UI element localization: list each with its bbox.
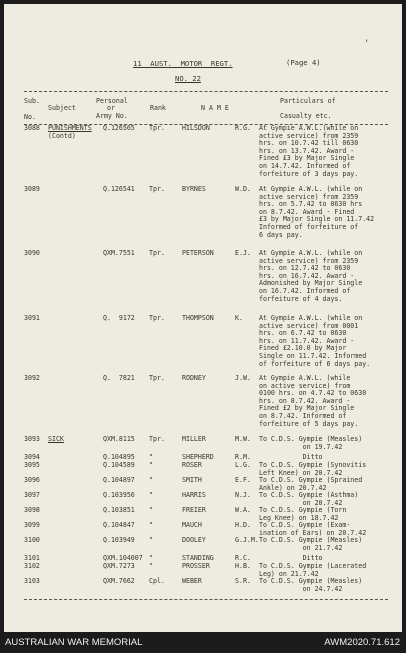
surname: SMITH xyxy=(182,476,202,484)
entry-number: 3088 xyxy=(24,124,40,132)
army-number: QXM.7551 xyxy=(103,249,135,257)
particulars-line: forfeiture of 5 days pay. xyxy=(259,419,359,428)
particulars-line: Ankle) on 20.7.42 xyxy=(259,483,327,492)
particulars-line: forfeiture of 3 days pay. xyxy=(259,169,359,178)
particulars-line: active service) from 2359 xyxy=(259,131,359,140)
closing-rule xyxy=(24,599,388,600)
rank: " xyxy=(149,453,153,461)
rank: " xyxy=(149,554,153,562)
rank: Tpr. xyxy=(149,435,165,443)
archive-footer xyxy=(0,632,406,653)
particulars-line: forfeiture of 4 days. xyxy=(259,294,343,303)
particulars-line: hrs. on 10.7.42 till 0630 xyxy=(259,139,359,148)
surname: WEBER xyxy=(182,577,202,585)
rank: " xyxy=(149,491,153,499)
particulars-line: At Gympie A.W.L.(while on xyxy=(259,124,359,132)
col-subject: Subject xyxy=(48,104,76,112)
particulars-line: of forfeiture of 6 days pay. xyxy=(259,359,371,368)
entry-number: 3090 xyxy=(24,249,40,257)
particulars-line: At Gympie A.W.L. (while on xyxy=(259,314,363,322)
entry-subject-note: (Contd) xyxy=(48,131,76,140)
army-number: QXM.104007 xyxy=(103,554,143,562)
entry-number: 3098 xyxy=(24,506,40,514)
order-number: NO. 22 xyxy=(175,74,201,83)
army-number: Q.103851 xyxy=(103,506,135,514)
particulars-line: Ditto xyxy=(259,554,323,562)
rank: Tpr. xyxy=(149,185,165,193)
entry-number: 3089 xyxy=(24,185,40,193)
rank: Tpr. xyxy=(149,249,165,257)
particulars-line: hrs. on 11.7.42. Award - xyxy=(259,336,355,345)
surname: ROSER xyxy=(182,461,202,469)
particulars-line: £3 by Major Single on 11.7.42 xyxy=(259,215,375,224)
particulars-line: Leg) on 21.7.42 xyxy=(259,569,319,578)
footer-institution: AUSTRALIAN WAR MEMORIAL xyxy=(5,637,143,648)
col-or: or xyxy=(107,104,115,112)
entry-number: 3091 xyxy=(24,314,40,322)
rank: " xyxy=(149,461,153,469)
particulars-line: hrs. on 6.7.42 to 0630 xyxy=(259,329,347,338)
col-name: N A M E xyxy=(201,104,229,112)
surname: STANDING xyxy=(182,554,214,562)
rank: Tpr. xyxy=(149,314,165,322)
particulars-line: on 8.7.42. Award - Fined xyxy=(259,207,355,216)
entry-number: 3094 xyxy=(24,453,40,461)
entry-number: 3100 xyxy=(24,536,40,544)
entry-subject: PUNISHMENTS xyxy=(48,124,92,132)
initials: K. xyxy=(235,314,243,322)
rank: " xyxy=(149,476,153,484)
particulars-line: At Gympie A.W.L. (while on xyxy=(259,249,363,257)
rank: Cpl. xyxy=(149,577,165,585)
particulars-line: active service) from 2359 xyxy=(259,192,359,201)
particulars-line: To C.D.S. Gympie (Torn xyxy=(259,506,347,514)
rank: " xyxy=(149,536,153,544)
entry-number: 3096 xyxy=(24,476,40,484)
initials: R.M. xyxy=(235,453,251,461)
initials: L.G. xyxy=(235,461,251,469)
rank: " xyxy=(149,506,153,514)
particulars-line: on 16.7.42. Informed of xyxy=(259,287,351,295)
particulars-line: on 24.7.42 xyxy=(259,584,343,593)
particulars-line: Single on 11.7.42. Informed xyxy=(259,352,367,360)
initials: W.A. xyxy=(235,506,251,514)
entry-number: 3095 xyxy=(24,461,40,469)
col-casualty: Casualty etc. xyxy=(280,112,332,120)
army-number: Q. 9172 xyxy=(103,314,135,322)
particulars-line: on 21.7.42 xyxy=(259,543,343,552)
unit-title: 11 AUST. MOTOR REGT. xyxy=(133,59,233,68)
army-number: QXM.7273 xyxy=(103,562,135,570)
initials: N.J. xyxy=(235,491,251,499)
surname: BYRNES xyxy=(182,185,206,193)
particulars-line: Ditto xyxy=(259,453,323,461)
particulars-line: Leg Knee) on 18.7.42 xyxy=(259,513,339,522)
particulars-line: ination of Ears) on 20.7.42 xyxy=(259,528,367,537)
surname: THOMPSON xyxy=(182,314,214,322)
col-sub: Sub. xyxy=(24,97,40,105)
col-personal: Personal xyxy=(96,97,128,105)
entry-number: 3092 xyxy=(24,374,40,382)
particulars-line: on 8.7.42. Informed of xyxy=(259,412,347,420)
particulars-line: To C.D.S. Gympie (Asthma) xyxy=(259,491,359,499)
rank: " xyxy=(149,562,153,570)
army-number: Q.103956 xyxy=(103,491,135,499)
army-number: Q.104897 xyxy=(103,476,135,484)
initials: H.D. xyxy=(235,521,251,529)
initials: G.J.M. xyxy=(235,536,259,544)
particulars-line: Admonished by Major Single xyxy=(259,279,363,288)
particulars-line: To C.D.S. Gympie (Sprained xyxy=(259,476,363,484)
footer-reference: AWM2020.71.612 xyxy=(324,637,400,648)
rank: Tpr. xyxy=(149,124,165,132)
particulars-line: To C.D.S. Gympie (Synovitis xyxy=(259,461,367,469)
particulars-line: hrs. on 8.7.42. Award - xyxy=(259,396,351,405)
army-number: Q.126541 xyxy=(103,185,135,193)
army-number: Q.104847 xyxy=(103,521,135,529)
surname: PETERSON xyxy=(182,249,214,257)
surname: FREIER xyxy=(182,506,206,514)
col-army-no: Army No. xyxy=(96,112,128,120)
particulars-line: on active service) from xyxy=(259,381,351,390)
header-rule-top xyxy=(24,91,388,92)
particulars-line: To C.D.S. Gympie (Lacerated xyxy=(259,562,367,570)
particulars-line: on 14.7.42. Informed of xyxy=(259,162,351,170)
army-number: QXM.8115 xyxy=(103,435,135,443)
particulars-line: active service) from 2359 xyxy=(259,256,359,265)
particulars-line: Fined £2.10.0 by Major xyxy=(259,344,347,353)
entry-number: 3097 xyxy=(24,491,40,499)
initials: J.W. xyxy=(235,374,251,382)
page-number: (Page 4) xyxy=(286,58,321,67)
surname: SHEPHERD xyxy=(182,453,214,461)
entry-number: 3099 xyxy=(24,521,40,529)
entry-number: 3102 xyxy=(24,562,40,570)
surname: MAUCH xyxy=(182,521,202,529)
particulars-line: hrs. on 5.7.42 to 0630 hrs xyxy=(259,200,363,209)
document-page xyxy=(4,4,402,632)
col-particulars: Particulars of xyxy=(280,97,336,105)
entry-subject: SICK xyxy=(48,435,64,443)
particulars-line: To C.D.S. Gympie (Measles) xyxy=(259,536,363,544)
army-number: Q.104895 xyxy=(103,453,135,461)
surname: DOOLEY xyxy=(182,536,206,544)
col-no: No. xyxy=(24,113,36,121)
particulars-line: To C.D.S. Gympie (Measles) xyxy=(259,577,363,585)
initials: W.D. xyxy=(235,185,251,193)
particulars-line: 6 days pay. xyxy=(259,230,303,239)
entry-number: 3093 xyxy=(24,435,40,443)
particulars-line: Fined £2 by Major Single xyxy=(259,404,355,413)
surname: RODNEY xyxy=(182,374,206,382)
initials: H.B. xyxy=(235,562,251,570)
surname: HARRIS xyxy=(182,491,206,499)
particulars-line: Informed of forfeiture of xyxy=(259,223,359,231)
col-rank: Rank xyxy=(150,104,166,112)
particulars-line: active service) from 0001 xyxy=(259,321,359,330)
particulars-line: hrs. on 16.7.42. Award - xyxy=(259,271,355,280)
entry-number: 3101 xyxy=(24,554,40,562)
rank: " xyxy=(149,521,153,529)
initials: R.C. xyxy=(235,554,251,562)
rank: Tpr. xyxy=(149,374,165,382)
initials: S.R. xyxy=(235,577,251,585)
particulars-line: To C.D.S. Gympie (Measles) xyxy=(259,435,363,443)
corner-mark: ' xyxy=(364,39,370,49)
particulars-line: At Gympie A.W.L. (while xyxy=(259,374,351,382)
initials: M.W. xyxy=(235,435,251,443)
initials: E.J. xyxy=(235,249,251,257)
particulars-line: hrs. on 13.7.42. Award - xyxy=(259,146,355,155)
initials: R.G. xyxy=(235,124,251,132)
particulars-line: Left Knee) on 20.7.42 xyxy=(259,468,343,477)
particulars-line: Fined £3 by Major Single xyxy=(259,154,355,163)
particulars-line: on 19.7.42 xyxy=(259,442,343,451)
particulars-line: hrs. on 12.7.42 to 0630 xyxy=(259,264,351,273)
surname: MILLER xyxy=(182,435,206,443)
particulars-line: 0100 hrs. on 4.7.42 to 0630 xyxy=(259,389,367,398)
army-number: Q.104589 xyxy=(103,461,135,469)
army-number: Q.126565 xyxy=(103,124,135,132)
army-number: QXM.7662 xyxy=(103,577,135,585)
particulars-line: on 20.7.42 xyxy=(259,498,343,507)
initials: E.F. xyxy=(235,476,251,484)
surname: HILSDON xyxy=(182,124,210,132)
army-number: Q.103949 xyxy=(103,536,135,544)
army-number: Q. 7821 xyxy=(103,374,135,382)
particulars-line: To C.D.S. Gympie (Exam- xyxy=(259,521,351,529)
surname: PROSSER xyxy=(182,562,210,570)
particulars-line: At Gympie A.W.L. (while on xyxy=(259,185,363,193)
entry-number: 3103 xyxy=(24,577,40,585)
